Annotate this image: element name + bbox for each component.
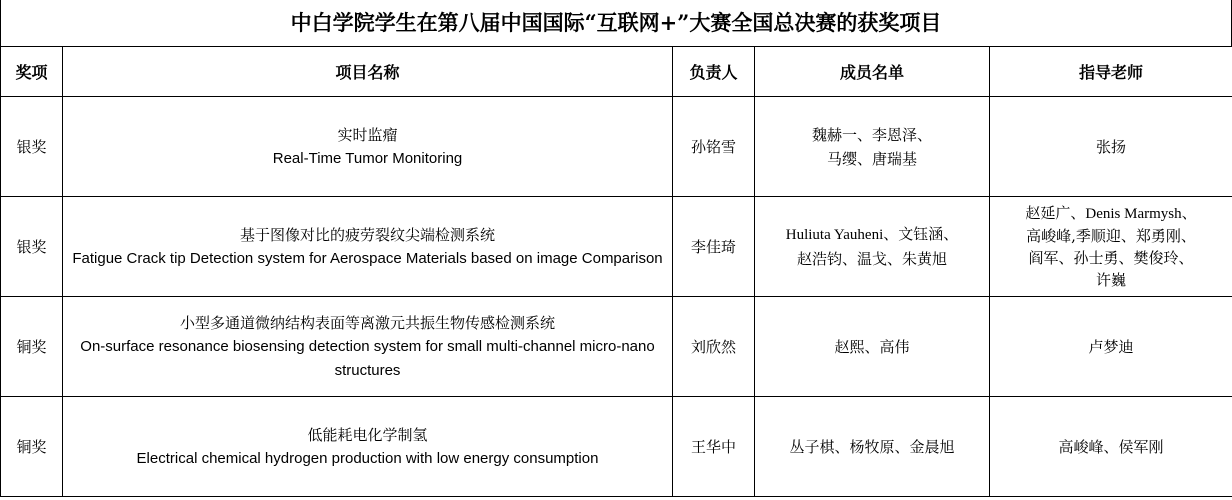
award-cell: 铜奖 (1, 397, 63, 497)
project-name-cn: 实时监瘤 (337, 125, 398, 144)
project-name-en: Electrical chemical hydrogen production with low energy consumption (136, 449, 599, 467)
advisors-line: 许巍 (1095, 270, 1126, 289)
advisors-line: 高峻峰、侯军刚 (1058, 437, 1164, 456)
project-cell (63, 397, 673, 497)
members-cell (755, 97, 990, 197)
project-name-cn: 小型多通道微纳结构表面等离激元共振生物传感检测系统 (179, 313, 555, 332)
project-cell (63, 97, 673, 197)
members-line: 赵熙、高伟 (834, 337, 910, 356)
advisors-cell (990, 397, 1232, 497)
advisors-line: 阎军、孙士勇、樊俊玲、 (1028, 248, 1194, 267)
advisors-line: 卢梦迪 (1088, 337, 1134, 356)
advisors-cell (990, 297, 1232, 397)
advisors-line: 张扬 (1095, 137, 1126, 156)
header-advisors: 指导老师 (990, 47, 1232, 97)
project-name-en: Real-Time Tumor Monitoring (272, 149, 463, 167)
members-line: Huliuta Yauheni、文钰涵、 (785, 226, 959, 243)
leader-cell: 李佳琦 (673, 197, 755, 297)
advisors-cell (990, 197, 1232, 297)
award-cell: 铜奖 (1, 297, 63, 397)
sheet-title: 中白学院学生在第八届中国国际“互联网+”大赛全国总决赛的获奖项目 (0, 0, 1232, 46)
table-row (1, 297, 1232, 397)
members-line: 马缨、唐瑞基 (826, 149, 917, 168)
project-name-en: On-surface resonance biosensing detection system for small multi-channel micro-nano structures (80, 337, 655, 379)
award-cell: 银奖 (1, 197, 63, 297)
members-line: 赵浩钧、温戈、朱黄旭 (796, 249, 947, 268)
header-leader: 负责人 (673, 47, 755, 97)
project-name-cn: 基于图像对比的疲劳裂纹尖端检测系统 (239, 225, 495, 244)
project-cell (63, 197, 673, 297)
table-row (1, 97, 1232, 197)
members-cell (755, 197, 990, 297)
project-name-en: Fatigue Crack tip Detection system for Aerospace Materials based on image Comparison (72, 249, 663, 267)
header-project: 项目名称 (63, 47, 673, 97)
leader-cell: 刘欣然 (673, 297, 755, 397)
advisors-line: 赵延广、Denis Marmysh、 (1025, 205, 1197, 222)
table-header-row (1, 47, 1232, 97)
members-cell (755, 397, 990, 497)
members-cell (755, 297, 990, 397)
members-line: 丛子棋、杨牧原、金晨旭 (789, 437, 955, 456)
members-line: 魏赫一、李恩泽、 (811, 125, 932, 144)
header-award: 奖项 (1, 47, 63, 97)
project-cell (63, 297, 673, 397)
header-members: 成员名单 (755, 47, 990, 97)
leader-cell: 王华中 (673, 397, 755, 497)
awards-table (0, 46, 1232, 497)
advisors-cell (990, 97, 1232, 197)
project-name-cn: 低能耗电化学制氢 (307, 425, 428, 444)
advisors-line: 高峻峰,季顺迎、郑勇刚、 (1026, 226, 1196, 245)
table-row (1, 197, 1232, 297)
table-row (1, 397, 1232, 497)
award-cell: 银奖 (1, 97, 63, 197)
leader-cell: 孙铭雪 (673, 97, 755, 197)
